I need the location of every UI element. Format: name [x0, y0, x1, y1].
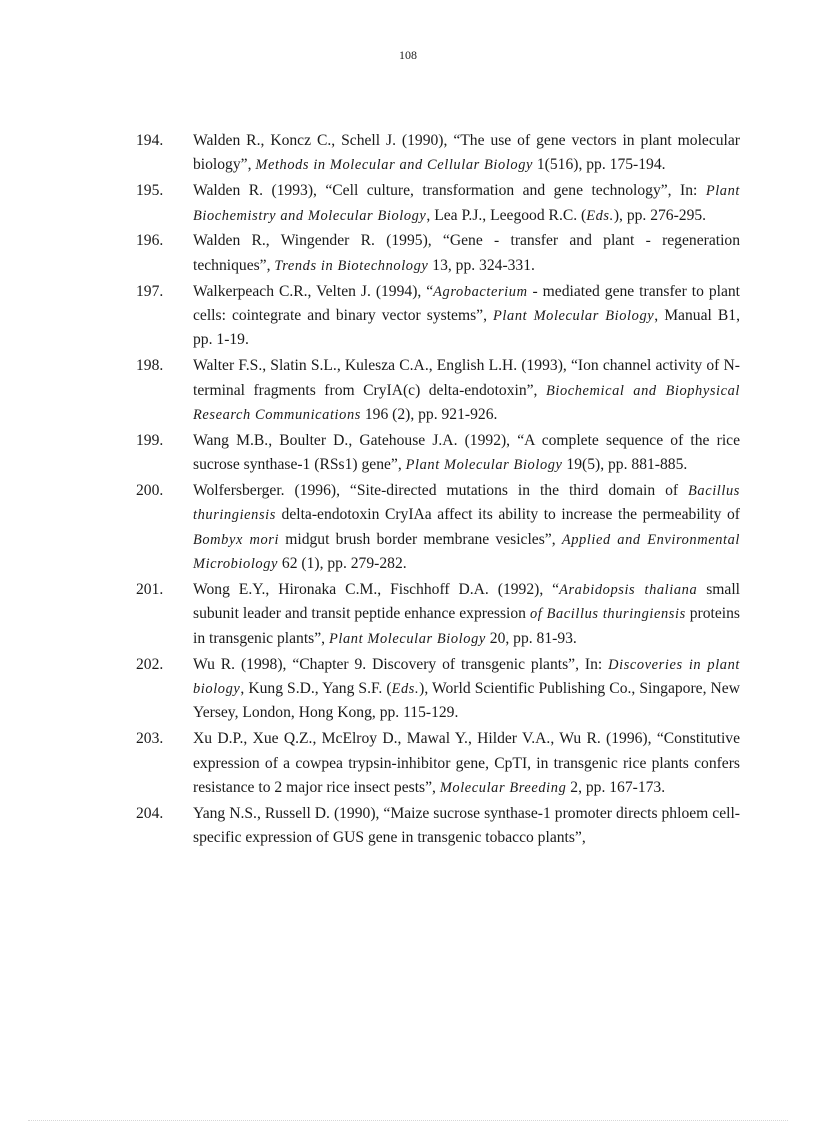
reference-text-segment: Walter F.S., Slatin S.L., Kulesza C.A., English L.H. (1993), “Ion channel activity of N-terminal fragments from CryIA(c) delta-endotoxin”, [193, 357, 740, 399]
reference-entry [136, 578, 740, 651]
reference-text-segment: , Kung S.D., Yang S.F. ( [240, 680, 392, 698]
reference-text [193, 805, 740, 846]
reference-entry [136, 229, 740, 278]
reference-italic-title: Eds. [391, 681, 420, 698]
reference-number: 202. [136, 655, 164, 673]
reference-text-segment: Yang N.S., Russell D. (1990), “Maize sucrose synthase-1 promoter directs phloem cell-specific expression of GUS gene in transgenic tobacco plants”, [193, 804, 740, 847]
reference-text-segment: Walkerpeach C.R., Velten J. (1994), “ [193, 282, 434, 300]
reference-text-segment: Wong E.Y., Hironaka C.M., Fischhoff D.A. (1992), “ [193, 581, 560, 599]
reference-text-segment: Walden R. (1993), “Cell culture, transformation and gene technology”, In: [193, 182, 706, 200]
reference-text-segment: 62 (1), pp. 279-282. [278, 555, 407, 573]
reference-entry [136, 129, 740, 178]
reference-entry [136, 802, 740, 851]
reference-list [136, 129, 740, 852]
reference-number: 198. [136, 357, 164, 375]
reference-text-segment: Wang M.B., Boulter D., Gatehouse J.A. (1992), “A complete sequence of the rice sucrose synthase-1 (RSs1) gene”, [193, 431, 740, 474]
reference-text [193, 232, 740, 273]
reference-text-segment: 19(5), pp. 881-885. [562, 456, 688, 474]
reference-text [193, 730, 740, 796]
reference-number: 201. [136, 581, 164, 599]
reference-number: 204. [136, 804, 164, 822]
reference-entry [136, 280, 740, 353]
page-number: 108 [399, 48, 417, 62]
reference-number: 195. [136, 182, 164, 200]
reference-text [193, 132, 740, 173]
reference-text [193, 482, 740, 572]
reference-italic-title: Applied and Environmental Microbiology [193, 531, 740, 573]
reference-number: 196. [136, 232, 164, 250]
reference-number: 194. [136, 132, 164, 149]
reference-entry [136, 179, 740, 228]
reference-italic-title: Molecular Breeding [439, 780, 567, 797]
reference-text [193, 182, 740, 223]
reference-italic-title: Bacillus thuringiensis [193, 483, 740, 524]
reference-text-segment: 2, pp. 167-173. [566, 779, 666, 797]
reference-italic-title: Plant Molecular Biology [328, 630, 486, 647]
reference-text-segment: , Lea P.J., Leegood R.C. ( [426, 206, 587, 224]
reference-italic-title: Biochemical and Biophysical Research Communications [193, 382, 740, 424]
reference-text-segment: ), World Scientific Publishing Co., Singapore, New Yersey, London, Hong Kong, pp. 115-129. [193, 680, 740, 722]
reference-italic-title: of Bacillus thuringiensis [529, 606, 686, 623]
page-bottom-rule [28, 1120, 788, 1121]
reference-italic-title: Agrobacterium [433, 283, 528, 300]
reference-text [193, 581, 740, 647]
reference-text [193, 432, 740, 473]
reference-entry [136, 354, 740, 427]
reference-entry [136, 653, 740, 726]
reference-entry [136, 727, 740, 800]
reference-text [193, 283, 740, 349]
reference-italic-title: Discoveries in plant biology [193, 656, 740, 698]
reference-text-segment: 1(516), pp. 175-194. [532, 156, 666, 174]
reference-number: 199. [136, 431, 164, 449]
reference-text-segment: midgut brush border membrane vesicles”, [279, 530, 562, 548]
reference-italic-title: Arabidopsis thaliana [559, 582, 698, 599]
reference-entry [136, 429, 740, 478]
reference-text-segment: , Manual B1, pp. 1-19. [193, 307, 740, 349]
reference-text [193, 357, 740, 423]
reference-text-segment: 13, pp. 324-331. [428, 256, 535, 274]
reference-entry [136, 479, 740, 577]
reference-italic-title: Plant Molecular Biology [493, 308, 655, 325]
reference-text-segment: Wolfersberger. (1996), “Site-directed mutations in the third domain of [193, 482, 689, 500]
reference-number: 200. [136, 482, 164, 500]
reference-italic-title: Methods in Molecular and Cellular Biology [255, 157, 533, 174]
reference-number: 203. [136, 730, 164, 748]
reference-text-segment: ), pp. 276-295. [613, 206, 707, 224]
reference-text-segment: 20, pp. 81-93. [485, 629, 577, 647]
reference-text-segment: Walden R., Wingender R. (1995), “Gene - transfer and plant - regeneration techniques”, [193, 232, 740, 274]
reference-number: 197. [136, 282, 164, 300]
reference-text-segment: delta-endotoxin CryIAa affect its ability to increase the permeability of [275, 506, 740, 524]
reference-italic-title: Eds. [586, 207, 614, 224]
reference-text-segment: - mediated gene transfer to plant cells: cointegrate and binary vector systems”, [193, 282, 740, 325]
reference-text-segment: Walden R., Koncz C., Schell J. (1990), “The use of gene vectors in plant molecular biology”, [193, 132, 740, 174]
reference-text [193, 656, 740, 722]
reference-italic-title: Plant Biochemistry and Molecular Biology [193, 183, 740, 224]
reference-italic-title: Trends in Biotechnology [274, 257, 429, 274]
reference-text-segment: 196 (2), pp. 921-926. [360, 406, 498, 424]
reference-text-segment: proteins in transgenic plants”, [193, 605, 740, 647]
reference-italic-title: Plant Molecular Biology [405, 457, 563, 474]
reference-italic-title: Bombyx mori [193, 531, 280, 548]
reference-text-segment: Wu R. (1998), “Chapter 9. Discovery of transgenic plants”, In: [193, 655, 609, 673]
reference-text-segment: small subunit leader and transit peptide enhance expression [193, 581, 741, 623]
reference-text-segment: Xu D.P., Xue Q.Z., McElroy D., Mawal Y., Hilder V.A., Wu R. (1996), “Constitutive expression of a cowpea trypsin-inhibitor gene, CpTI, in transgenic rice plants confers resistance to 2 major rice insect pests”, [193, 730, 740, 797]
